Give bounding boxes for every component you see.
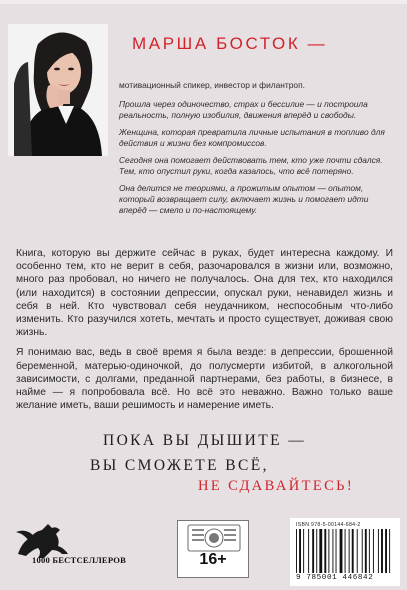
description-paragraph: Я понимаю вас, ведь в своё время я была везде: в депрессии, брошенной беременной, матерью-одиночкой, до полусмерти избитой, в алкогольной зависимости, с долгами, преданной партнерами, без работы, в бизнесе, в найме — я попробовала всё. Но всё это неважно. Важно только ваше желание иметь, ваши решимость и намерение иметь. xyxy=(16,347,393,412)
author-portrait-image xyxy=(8,24,108,156)
isbn-number: ISBN 978-5-00144-684-2 xyxy=(296,522,361,528)
bio-paragraph: Она делится не теориями, а прожитым опытом — опытом, который возвращает силу, включает жизнь и помогает идти вперёд — смело и по-настоящему. xyxy=(119,183,369,215)
bio-paragraph: Прошла через одиночество, страх и бессилие — и построила реальность, полную изобилия, движения вперёд и свободы. xyxy=(119,99,368,120)
barcode-block xyxy=(290,518,400,586)
author-name: МАРША БОСТОК — xyxy=(132,34,328,53)
description-paragraph: Книга, которую вы держите сейчас в руках, будет интересна каждому. И особенно тем, кто не верит в себя, разочаровался в жизни или, возможно, много раз пробовал, но ничего не получалось. Она для тех, кто находился (или находится) в состоянии депрессии, опускал руки, ненавидел жизнь и себя в ней. Кто чувствовал себя неудачником, неспособным что-либо изменить. Кто разучился хотеть, мечтать и просто существует, доживая свою жизнь. xyxy=(16,248,393,339)
top-edge xyxy=(0,0,407,4)
bio-paragraph: Женщина, которая превратила личные испытания в топливо для действия и жизни без компромиссов. xyxy=(119,127,385,148)
book-description xyxy=(16,247,393,419)
bio-paragraph: мотивационный спикер, инвестор и филантроп. xyxy=(119,80,305,90)
age-rating-badge xyxy=(177,520,249,578)
slogan-line-3: НЕ СДАВАЙТЕСЬ! xyxy=(198,478,355,494)
slogan-line-2: ВЫ СМОЖЕТЕ ВСЁ, xyxy=(90,457,269,474)
bio-paragraph: Сегодня она помогает действовать тем, кто уже почти сдался. Тем, кто опустил руки, когда казалось, что всё потеряно. xyxy=(119,155,383,176)
slogan-line-1: ПОКА ВЫ ДЫШИТЕ — xyxy=(103,432,307,449)
author-photo xyxy=(8,24,108,156)
publisher-series: 1000 БЕСТСЕЛЛЕРОВ xyxy=(32,555,127,565)
barcode-digits: 9 785001 446842 xyxy=(296,574,374,582)
barcode-icon xyxy=(296,529,394,573)
author-bio xyxy=(119,80,391,222)
age-rating: 16+ xyxy=(199,551,227,568)
certification-seal-icon xyxy=(186,523,242,553)
